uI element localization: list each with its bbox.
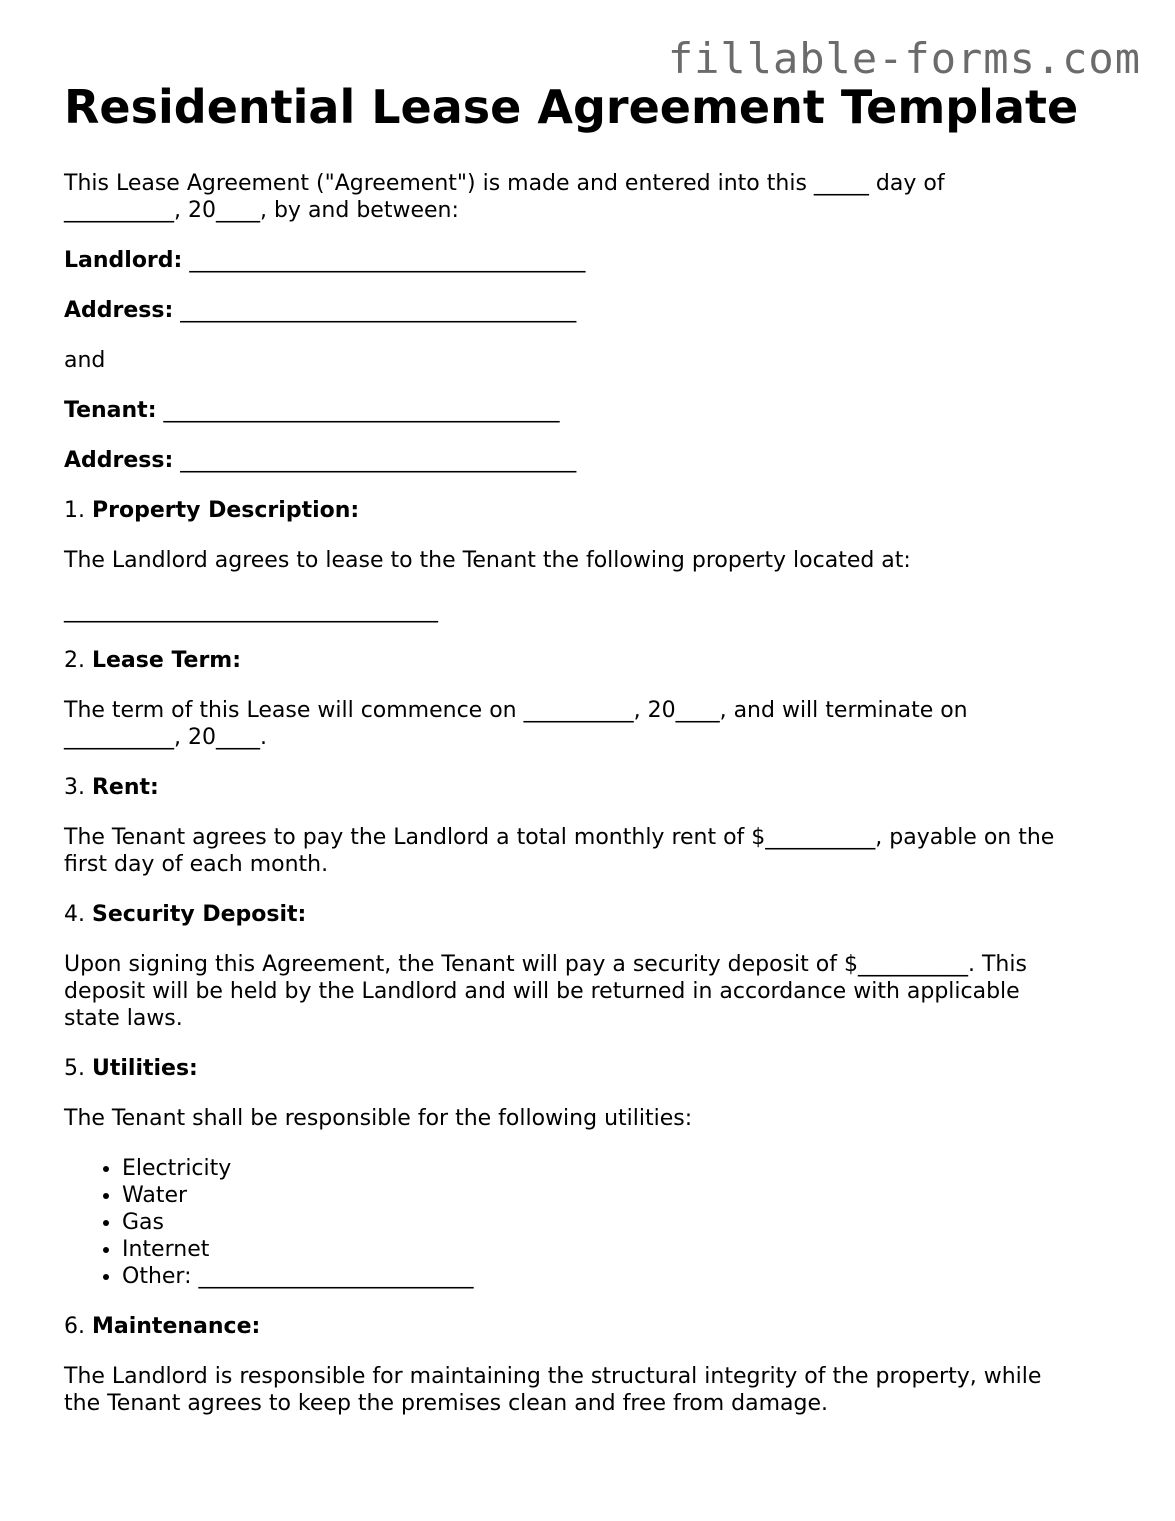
tenant-field[interactable]	[64, 397, 1124, 424]
section-title: Lease Term:	[91, 648, 242, 673]
deposit-line-3: state laws.	[64, 1006, 183, 1031]
section-heading-lease-term	[64, 647, 1124, 674]
tenant-label: Tenant:	[64, 398, 157, 423]
section-title: Property Description:	[91, 498, 360, 523]
utility-item-internet: • Internet	[122, 1236, 1124, 1263]
landlord-address-blank[interactable]: ____________________________________	[173, 298, 577, 323]
maintenance-text	[64, 1363, 1124, 1417]
utilities-text: The Tenant shall be responsible for the following utilities:	[64, 1106, 693, 1131]
deposit-line-2: deposit will be held by the Landlord and will be returned in accordance with applicable	[64, 979, 1020, 1004]
landlord-address-label: Address:	[64, 298, 174, 323]
section-title: Maintenance:	[91, 1314, 261, 1339]
rent-line-2: first day of each month.	[64, 852, 329, 877]
landlord-label: Landlord:	[64, 248, 183, 273]
lease-term-line-2: __________, 20____.	[64, 725, 267, 750]
deposit-line-1: Upon signing this Agreement, the Tenant will pay a security deposit of $__________. This	[64, 952, 1027, 977]
utility-item-electricity: • Electricity	[122, 1155, 1124, 1182]
rent-text	[64, 824, 1124, 878]
landlord-address-field[interactable]	[64, 297, 1124, 324]
site-watermark: fillable-forms.com	[667, 34, 1141, 83]
section-number: 5.	[64, 1056, 92, 1081]
maintenance-line-1: The Landlord is responsible for maintaining the structural integrity of the property, while	[64, 1364, 1042, 1389]
tenant-blank[interactable]: ____________________________________	[156, 398, 560, 423]
utility-item-water: • Water	[122, 1182, 1124, 1209]
lease-term-text	[64, 697, 1124, 751]
page-title: Residential Lease Agreement Template	[64, 80, 1079, 134]
tenant-address-field[interactable]	[64, 447, 1124, 474]
section-heading-security-deposit	[64, 901, 1124, 928]
rent-line-1: The Tenant agrees to pay the Landlord a total monthly rent of $__________, payable on the	[64, 825, 1055, 850]
intro-paragraph	[64, 170, 1124, 224]
section-number: 1.	[64, 498, 92, 523]
utility-item-other[interactable]: • Other: _________________________	[122, 1263, 1124, 1290]
section-number: 2.	[64, 648, 92, 673]
section-number: 6.	[64, 1314, 92, 1339]
document-body	[64, 170, 1124, 1417]
utilities-list	[64, 1155, 1124, 1290]
section-number: 4.	[64, 902, 92, 927]
utility-item-gas: • Gas	[122, 1209, 1124, 1236]
section-title: Security Deposit:	[91, 902, 307, 927]
tenant-address-blank[interactable]: ____________________________________	[173, 448, 577, 473]
section-heading-rent	[64, 774, 1124, 801]
and-text: and	[64, 348, 106, 373]
intro-line-2: __________, 20____, by and between:	[64, 198, 459, 223]
section-heading-property	[64, 497, 1124, 524]
section-number: 3.	[64, 775, 92, 800]
landlord-field[interactable]	[64, 247, 1124, 274]
security-deposit-text	[64, 951, 1124, 1032]
landlord-blank[interactable]: ____________________________________	[182, 248, 586, 273]
intro-line-1: This Lease Agreement ("Agreement") is made and entered into this _____ day of	[64, 171, 945, 196]
tenant-address-label: Address:	[64, 448, 174, 473]
lease-term-line-1: The term of this Lease will commence on __________, 20____, and will terminate on	[64, 698, 968, 723]
section-heading-utilities	[64, 1055, 1124, 1082]
section-heading-maintenance	[64, 1313, 1124, 1340]
property-address-blank[interactable]: __________________________________	[64, 598, 438, 623]
section-title: Rent:	[91, 775, 159, 800]
maintenance-line-2: the Tenant agrees to keep the premises clean and free from damage.	[64, 1391, 829, 1416]
section-title: Utilities:	[91, 1056, 198, 1081]
property-text: The Landlord agrees to lease to the Tenant the following property located at:	[64, 548, 911, 573]
